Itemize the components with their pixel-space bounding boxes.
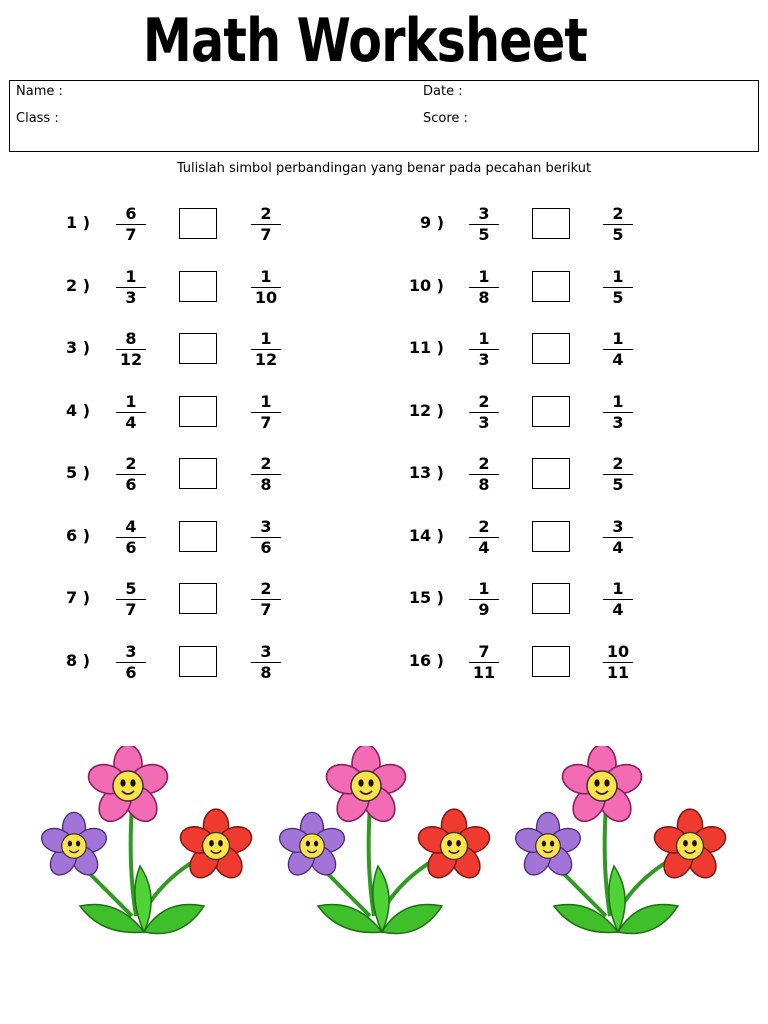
fraction-denominator: 3 xyxy=(478,412,490,432)
fraction-numerator: 3 xyxy=(125,641,137,661)
fraction-denominator: 4 xyxy=(612,537,624,557)
comparison-answer-box[interactable] xyxy=(179,208,217,239)
left-fraction xyxy=(116,393,146,432)
comparison-answer-box[interactable] xyxy=(532,208,570,239)
fraction-denominator: 12 xyxy=(119,350,143,369)
fraction-denominator: 5 xyxy=(612,475,624,494)
fraction-numerator: 2 xyxy=(478,391,490,411)
right-fraction xyxy=(251,268,281,307)
right-fraction xyxy=(251,455,281,494)
fraction-denominator: 7 xyxy=(260,225,272,244)
left-fraction xyxy=(116,268,146,307)
comparison-answer-box[interactable] xyxy=(179,583,217,614)
fraction-numerator: 5 xyxy=(125,579,137,598)
fraction-numerator: 1 xyxy=(612,391,624,411)
fraction-numerator: 4 xyxy=(125,516,137,536)
right-fraction xyxy=(251,330,281,369)
fraction-numerator: 10 xyxy=(606,641,630,661)
problem-number: 10 ) xyxy=(408,275,444,295)
fraction-numerator: 1 xyxy=(260,391,272,411)
comparison-answer-box[interactable] xyxy=(179,521,217,552)
class-label: Class : xyxy=(16,111,59,126)
left-fraction xyxy=(469,455,499,494)
fraction-numerator: 1 xyxy=(260,266,272,286)
comparison-answer-box[interactable] xyxy=(179,458,217,489)
score-label: Score : xyxy=(423,111,468,126)
instruction-text: Tulislah simbol perbandingan yang benar pada pecahan berikut xyxy=(176,161,592,176)
fraction-denominator: 4 xyxy=(478,537,490,557)
fraction-numerator: 3 xyxy=(478,204,490,223)
fraction-numerator: 2 xyxy=(478,516,490,536)
fraction-denominator: 5 xyxy=(612,287,624,307)
problem-number: 15 ) xyxy=(408,588,444,607)
fraction-numerator: 3 xyxy=(612,516,624,536)
fraction-denominator: 9 xyxy=(478,600,490,619)
flower-bouquet-icon xyxy=(32,746,260,942)
fraction-numerator: 2 xyxy=(260,454,272,473)
comparison-answer-box[interactable] xyxy=(532,583,570,614)
right-fraction xyxy=(603,580,633,619)
fraction-numerator: 6 xyxy=(125,204,137,223)
flower-bouquet-icon xyxy=(270,746,498,942)
fraction-denominator: 6 xyxy=(125,475,137,494)
left-fraction xyxy=(469,393,499,432)
right-fraction xyxy=(603,268,633,307)
fraction-denominator: 4 xyxy=(125,412,137,432)
worksheet-title: Math Worksheet xyxy=(142,6,588,76)
student-info-box xyxy=(9,80,759,152)
comparison-answer-box[interactable] xyxy=(179,333,217,364)
fraction-denominator: 7 xyxy=(125,600,137,619)
fraction-denominator: 7 xyxy=(125,225,137,244)
fraction-denominator: 5 xyxy=(478,225,490,244)
fraction-numerator: 1 xyxy=(478,579,490,598)
fraction-denominator: 12 xyxy=(254,350,278,369)
fraction-denominator: 6 xyxy=(260,537,272,557)
right-fraction xyxy=(251,580,281,619)
problem-number: 1 ) xyxy=(65,213,90,232)
fraction-numerator: 1 xyxy=(260,329,272,348)
problem-number: 5 ) xyxy=(65,463,90,482)
fraction-denominator: 4 xyxy=(612,600,624,619)
fraction-numerator: 7 xyxy=(478,641,490,661)
flower-bouquet-icon xyxy=(506,746,734,942)
fraction-numerator: 2 xyxy=(260,204,272,223)
fraction-numerator: 1 xyxy=(612,579,624,598)
left-fraction xyxy=(116,518,146,557)
left-fraction xyxy=(116,643,146,682)
left-fraction xyxy=(116,455,146,494)
fraction-denominator: 6 xyxy=(125,662,137,682)
fraction-denominator: 8 xyxy=(478,287,490,307)
fraction-numerator: 2 xyxy=(612,204,624,223)
left-fraction xyxy=(469,643,499,682)
fraction-denominator: 5 xyxy=(612,225,624,244)
left-fraction xyxy=(469,330,499,369)
fraction-denominator: 7 xyxy=(260,600,272,619)
problem-number: 13 ) xyxy=(408,463,444,482)
comparison-answer-box[interactable] xyxy=(532,333,570,364)
left-fraction xyxy=(469,518,499,557)
problem-number: 4 ) xyxy=(65,400,90,420)
right-fraction xyxy=(251,643,281,682)
fraction-numerator: 2 xyxy=(478,454,490,473)
left-fraction xyxy=(116,580,146,619)
fraction-denominator: 7 xyxy=(260,412,272,432)
comparison-answer-box[interactable] xyxy=(179,646,217,677)
fraction-denominator: 3 xyxy=(125,287,137,307)
comparison-answer-box[interactable] xyxy=(532,396,570,427)
fraction-numerator: 1 xyxy=(612,266,624,286)
right-fraction xyxy=(603,393,633,432)
comparison-answer-box[interactable] xyxy=(532,521,570,552)
fraction-numerator: 1 xyxy=(125,391,137,411)
fraction-numerator: 3 xyxy=(260,516,272,536)
fraction-numerator: 1 xyxy=(612,329,624,348)
right-fraction xyxy=(603,643,633,682)
problem-number: 16 ) xyxy=(408,650,444,670)
fraction-numerator: 2 xyxy=(125,454,137,473)
fraction-numerator: 2 xyxy=(260,579,272,598)
problem-number: 2 ) xyxy=(65,275,90,295)
fraction-denominator: 10 xyxy=(254,287,278,307)
fraction-denominator: 8 xyxy=(260,475,272,494)
fraction-denominator: 3 xyxy=(478,350,490,369)
problem-number: 8 ) xyxy=(65,650,90,670)
fraction-denominator: 3 xyxy=(612,412,624,432)
right-fraction xyxy=(251,518,281,557)
right-fraction xyxy=(603,205,633,244)
problem-number: 6 ) xyxy=(65,525,90,545)
left-fraction xyxy=(469,580,499,619)
fraction-denominator: 8 xyxy=(260,662,272,682)
fraction-denominator: 8 xyxy=(478,475,490,494)
comparison-answer-box[interactable] xyxy=(532,271,570,302)
problem-number: 9 ) xyxy=(419,213,444,232)
date-label: Date : xyxy=(423,84,463,99)
fraction-denominator: 11 xyxy=(472,662,496,682)
fraction-numerator: 1 xyxy=(125,266,137,286)
right-fraction xyxy=(251,393,281,432)
right-fraction xyxy=(603,455,633,494)
fraction-numerator: 1 xyxy=(478,266,490,286)
right-fraction xyxy=(603,518,633,557)
left-fraction xyxy=(469,205,499,244)
fraction-numerator: 2 xyxy=(612,454,624,473)
left-fraction xyxy=(469,268,499,307)
left-fraction xyxy=(116,205,146,244)
name-label: Name : xyxy=(16,84,63,99)
left-fraction xyxy=(116,330,146,369)
problem-number: 12 ) xyxy=(408,400,444,420)
comparison-answer-box[interactable] xyxy=(179,396,217,427)
right-fraction xyxy=(603,330,633,369)
fraction-numerator: 1 xyxy=(478,329,490,348)
problem-number: 11 ) xyxy=(408,338,444,357)
problem-number: 7 ) xyxy=(65,588,90,607)
right-fraction xyxy=(251,205,281,244)
fraction-denominator: 4 xyxy=(612,350,624,369)
problem-number: 3 ) xyxy=(65,338,90,357)
fraction-denominator: 11 xyxy=(606,662,630,682)
comparison-answer-box[interactable] xyxy=(532,458,570,489)
fraction-numerator: 3 xyxy=(260,641,272,661)
comparison-answer-box[interactable] xyxy=(179,271,217,302)
fraction-numerator: 8 xyxy=(125,329,137,348)
comparison-answer-box[interactable] xyxy=(532,646,570,677)
fraction-denominator: 6 xyxy=(125,537,137,557)
problem-number: 14 ) xyxy=(408,525,444,545)
